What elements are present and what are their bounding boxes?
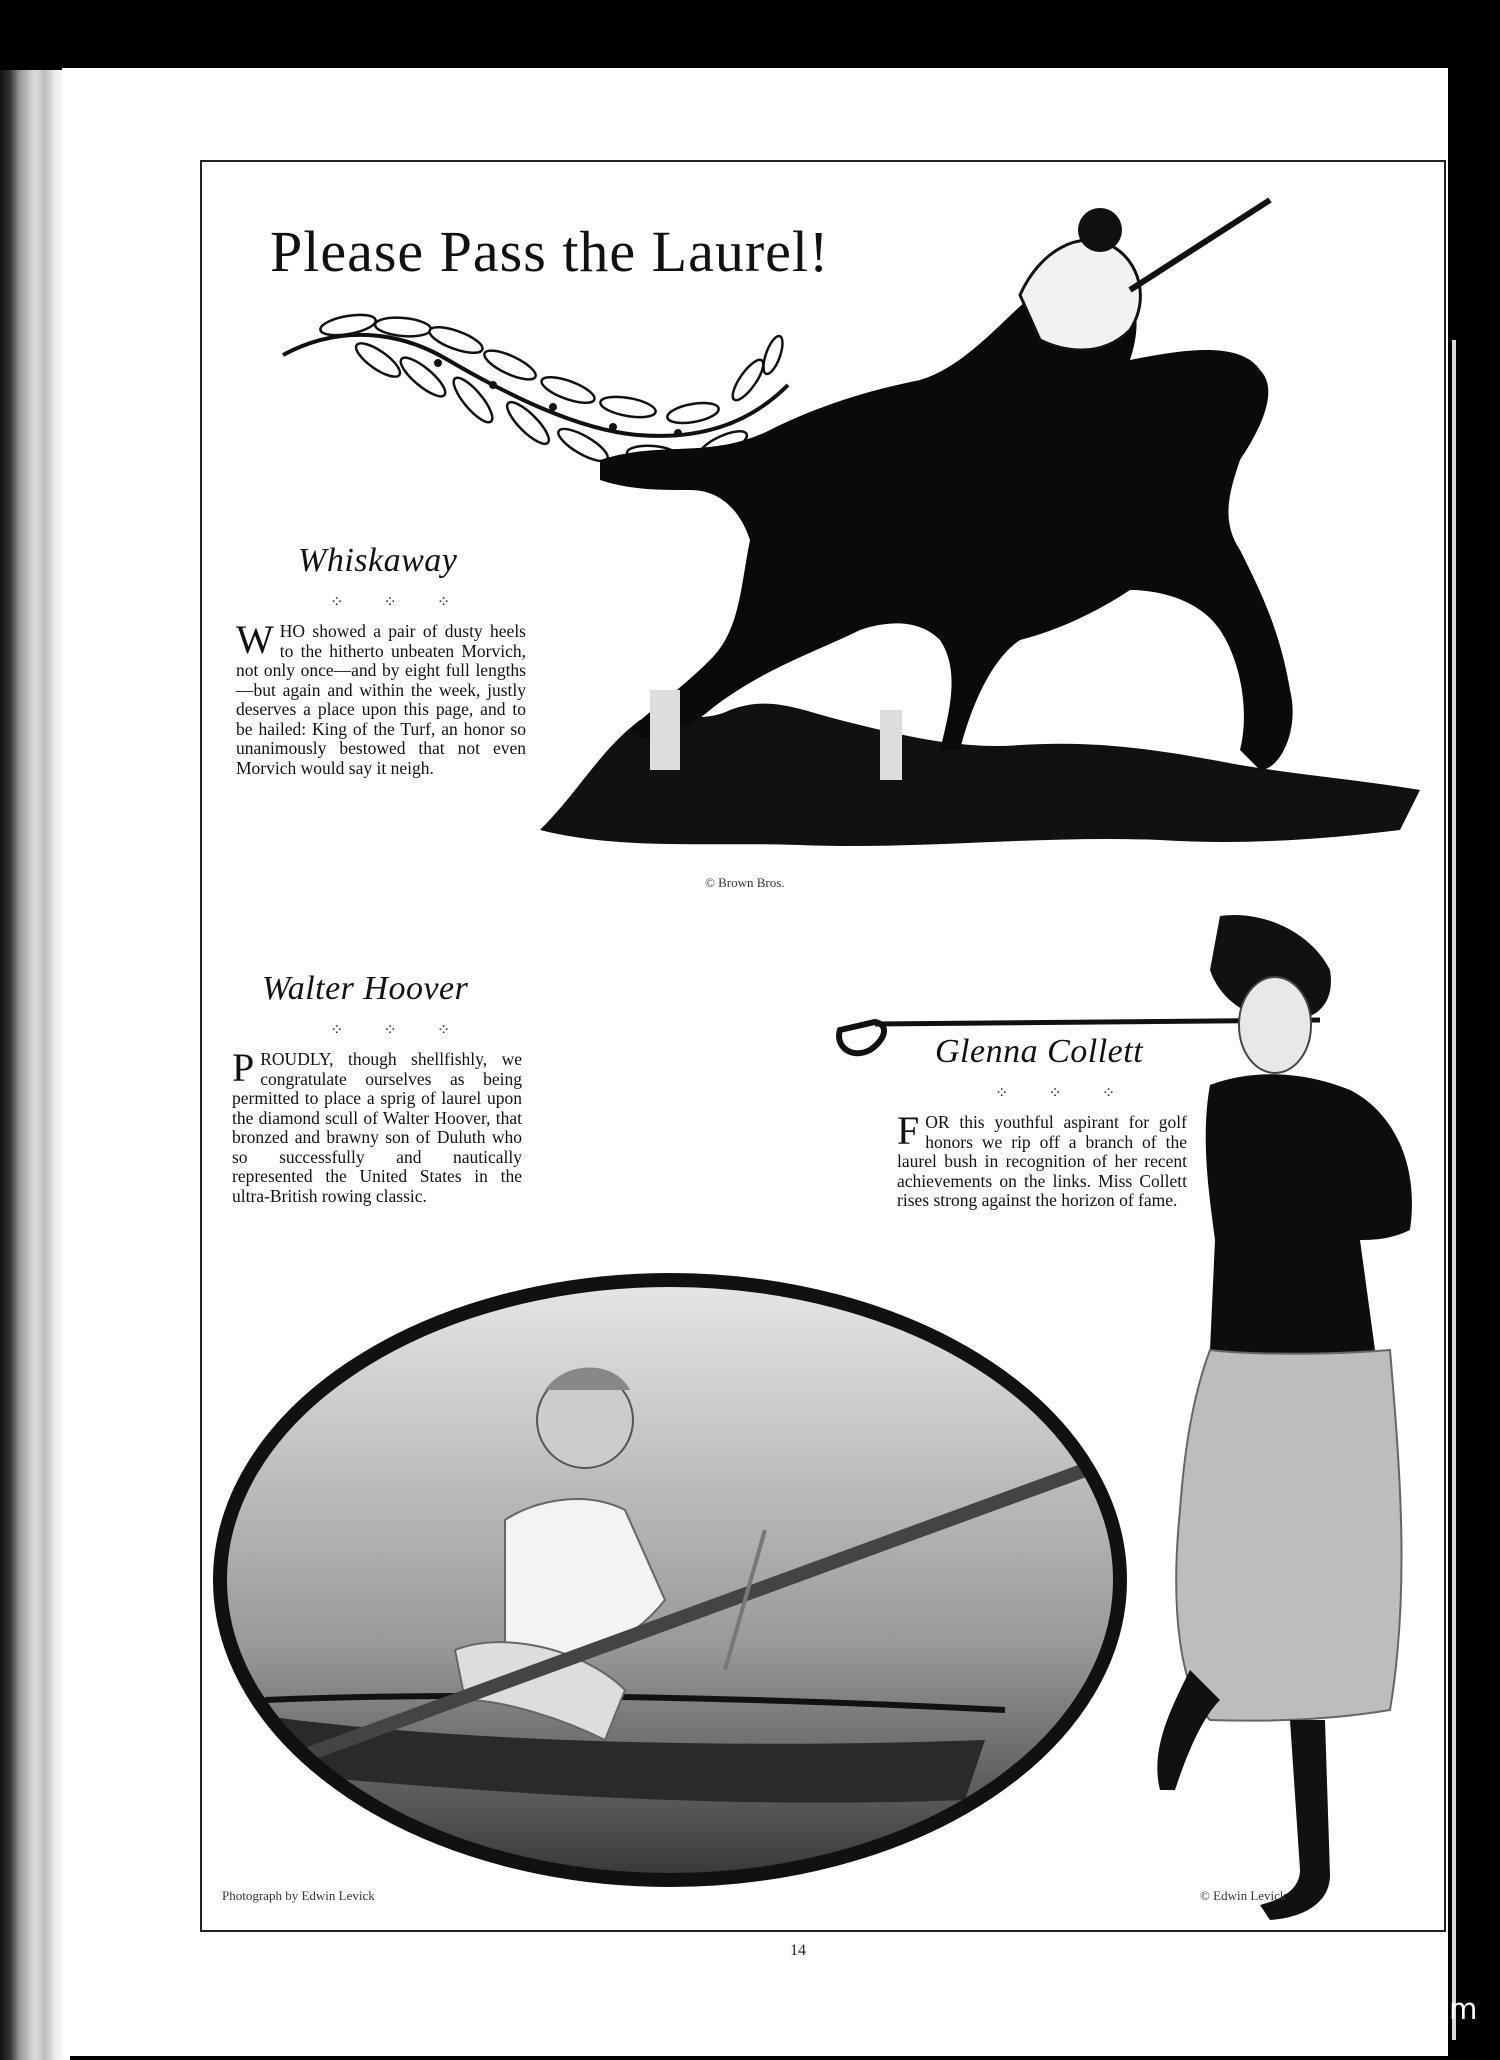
whiskaway-text: HO showed a pair of dusty heels to the hitherto unbeaten Morvich, not only once—and by eight full lengths—but again and within the week, justly deserves a place upon this page, and to be hailed: King of the Turf, an honor so unanimously bestowed that not even Morvich would say it neigh.	[236, 621, 526, 778]
walter-hoover-dropcap: P	[232, 1045, 255, 1090]
whiskaway-body	[236, 617, 526, 778]
racehorse-jockey-photo	[540, 190, 1430, 860]
glenna-collett-ornament: ⁘ ⁘ ⁘	[995, 1085, 1134, 1102]
page-gutter-line	[1452, 340, 1456, 2040]
glenna-collett-dropcap: F	[897, 1108, 920, 1153]
walter-hoover-text: ROUDLY, though shellfishly, we congratulate ourselves as being permitted to place a sprig of laurel upon the diamond scull of Walter Hoover, that bronzed and brawny son of Duluth who so successfully and nautically represented the United States in the ultra-British rowing classic.	[232, 1049, 522, 1206]
golfer-photo	[830, 910, 1430, 1930]
page-number: 14	[790, 1942, 806, 1959]
walter-hoover-heading: Walter Hoover	[262, 970, 469, 1007]
golfer-photo-credit: © Edwin Levick	[1200, 1888, 1287, 1903]
glenna-collett-heading: Glenna Collett	[935, 1033, 1144, 1070]
rower-photo-credit: Photograph by Edwin Levick	[222, 1888, 375, 1903]
whiskaway-ornament: ⁘ ⁘ ⁘	[330, 594, 469, 611]
whiskaway-heading: Whiskaway	[298, 542, 458, 579]
whiskaway-dropcap: W	[236, 617, 274, 662]
page-title: Please Pass the Laurel!	[270, 219, 830, 284]
horse-photo-credit: © Brown Bros.	[705, 875, 785, 890]
site-watermark: comicbooks.com	[1228, 1992, 1478, 2026]
walter-hoover-body	[232, 1045, 522, 1206]
book-left-edge	[0, 70, 70, 2060]
walter-hoover-ornament: ⁘ ⁘ ⁘	[330, 1022, 469, 1039]
glenna-collett-text: OR this youthful aspirant for golf honors we rip off a branch of the laurel bush in recognition of her recent achievements on the links. Miss Collett rises strong against the horizon of fame.	[897, 1112, 1187, 1210]
